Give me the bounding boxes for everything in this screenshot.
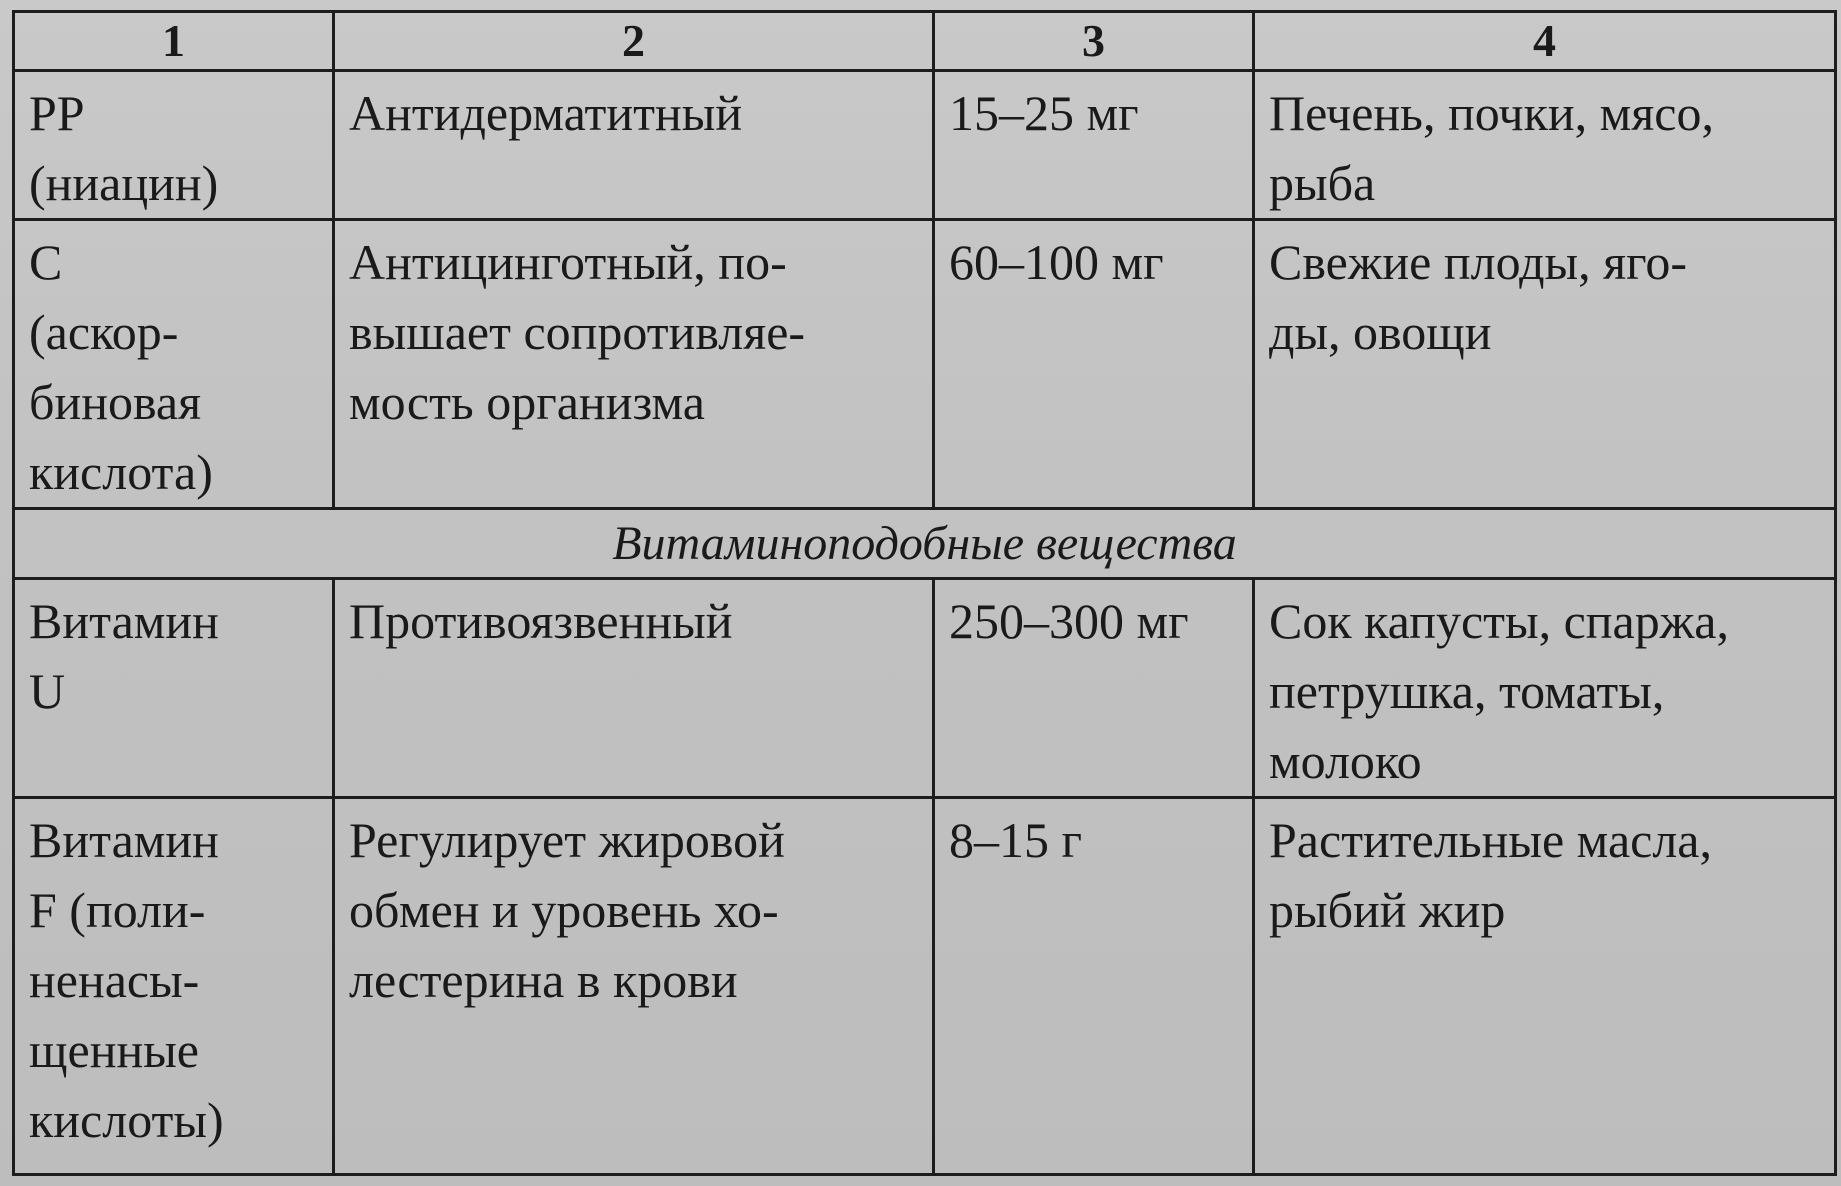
header-row bbox=[14, 12, 1836, 71]
vitamin-name-cell: PP (ниацин) bbox=[14, 71, 334, 220]
dose-cell: 15–25 мг bbox=[934, 71, 1254, 220]
vitamin-name-cell: С (аскор- биновая кислота) bbox=[14, 220, 334, 509]
sources-cell: Растительные масла, рыбий жир bbox=[1254, 798, 1836, 1175]
table-row bbox=[14, 579, 1836, 798]
vitamin-name-cell: Витамин F (поли- ненасы- щенные кислоты) bbox=[14, 798, 334, 1175]
effect-cell: Регулирует жировой обмен и уровень хо- лестерина в крови bbox=[334, 798, 934, 1175]
dose-cell: 8–15 г bbox=[934, 798, 1254, 1175]
effect-cell: Противоязвенный bbox=[334, 579, 934, 798]
dose-cell: 60–100 мг bbox=[934, 220, 1254, 509]
header-cell-4: 4 bbox=[1254, 12, 1836, 71]
section-row bbox=[14, 509, 1836, 579]
vitamin-table bbox=[12, 10, 1837, 1176]
sources-cell: Свежие плоды, яго- ды, овощи bbox=[1254, 220, 1836, 509]
vitamin-name-cell: Витамин U bbox=[14, 579, 334, 798]
table-row bbox=[14, 220, 1836, 509]
header-cell-2: 2 bbox=[334, 12, 934, 71]
sources-cell: Сок капусты, спаржа, петрушка, томаты, молоко bbox=[1254, 579, 1836, 798]
section-title: Витаминоподобные вещества bbox=[14, 509, 1836, 579]
header-cell-3: 3 bbox=[934, 12, 1254, 71]
dose-cell: 250–300 мг bbox=[934, 579, 1254, 798]
header-cell-1: 1 bbox=[14, 12, 334, 71]
table-row bbox=[14, 798, 1836, 1175]
effect-cell: Антицинготный, по- вышает сопротивляе- мость организма bbox=[334, 220, 934, 509]
table-row bbox=[14, 71, 1836, 220]
sources-cell: Печень, почки, мясо, рыба bbox=[1254, 71, 1836, 220]
effect-cell: Антидерматитный bbox=[334, 71, 934, 220]
